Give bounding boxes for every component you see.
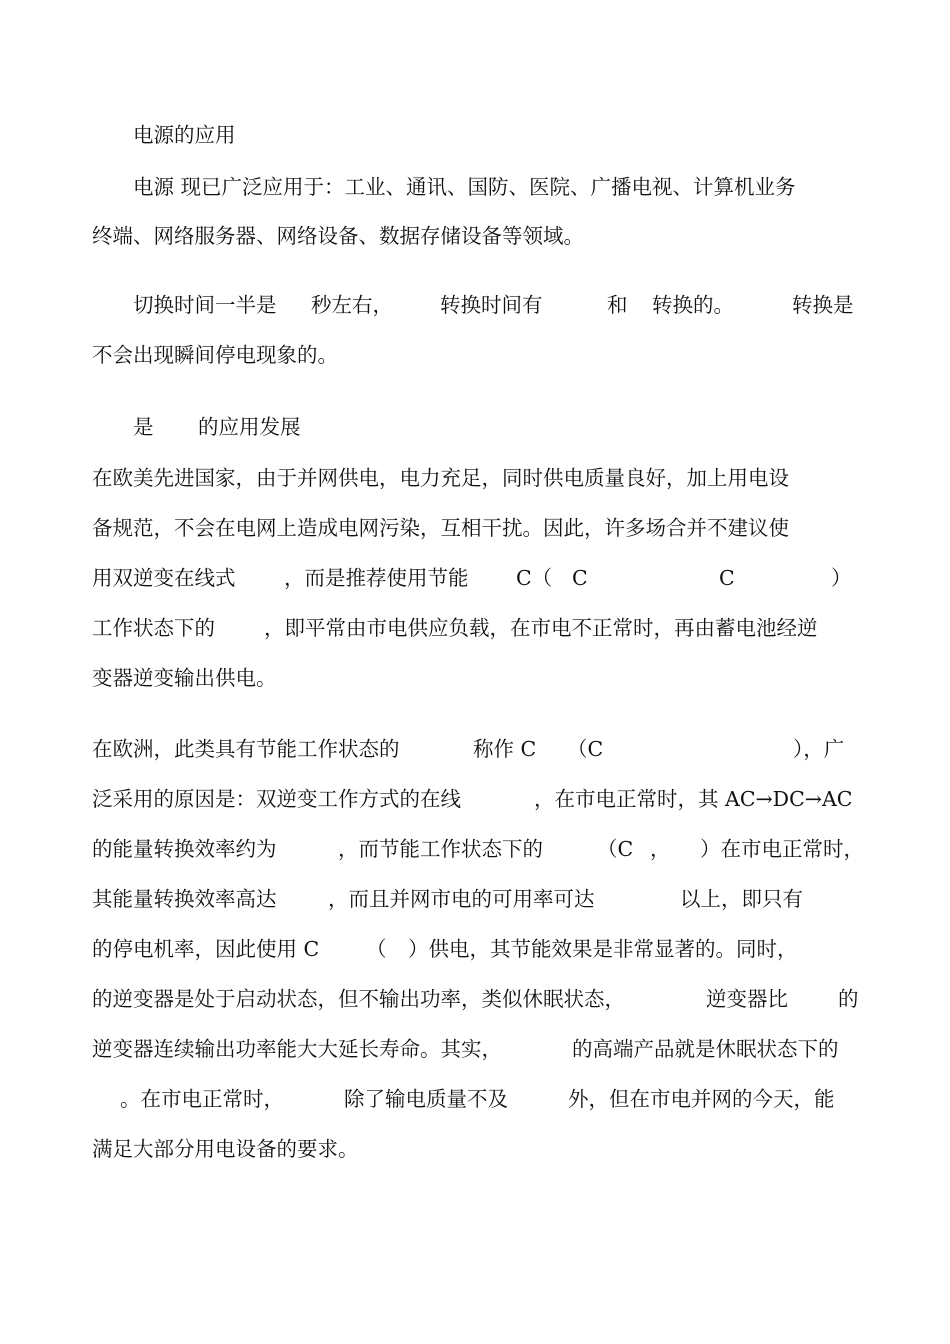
paragraph-line — [0, 288, 950, 322]
text-segment: 逆变器比 — [706, 987, 788, 1011]
text-segment: 转换时间有 — [440, 293, 543, 317]
text-segment: （ — [366, 937, 387, 961]
text-segment: 工作状态下的 — [92, 616, 215, 640]
paragraph-text: 不会出现瞬间停电现象的。 — [92, 343, 338, 367]
text-segment: 除了输电质量不及 — [344, 1087, 508, 1111]
text-segment: 以上，即只有 — [680, 887, 803, 911]
heading-text: 电源的应用 — [133, 123, 236, 147]
text-segment: 的逆变器是处于启动状态，但不输出功率，类似休眠状态， — [92, 987, 625, 1011]
text-segment: 的高端产品就是休眠状态下的 — [572, 1037, 839, 1061]
heading-text: 是 — [133, 415, 154, 439]
paragraph-line — [0, 732, 950, 766]
text-segment: 。在市电正常时， — [120, 1087, 284, 1111]
text-segment: ）供电，其节能效果是非常显著的。同时， — [408, 937, 798, 961]
text-segment: C — [719, 566, 735, 590]
paragraph-line — [0, 982, 950, 1016]
text-segment: 在欧洲，此类具有节能工作状态的 — [92, 737, 400, 761]
paragraph-line — [0, 461, 950, 495]
paragraph-text: 在欧美先进国家，由于并网供电，电力充足，同时供电质量良好，加上用电设 — [92, 466, 789, 490]
paragraph-line — [0, 1032, 950, 1066]
paragraph-line — [0, 832, 950, 866]
text-segment: 转换的。 — [652, 293, 734, 317]
text-segment: 秒左右， — [311, 293, 393, 317]
text-segment: （C — [597, 837, 634, 861]
paragraph-text: 终端、网络服务器、网络设备、数据存储设备等领域。 — [92, 224, 584, 248]
text-segment: 泛采用的原因是：双逆变工作方式的在线 — [92, 787, 461, 811]
paragraph-text: 备规范，不会在电网上造成电网污染，互相干扰。因此，许多场合并不建议使 — [92, 516, 789, 540]
paragraph-line — [0, 611, 950, 645]
text-segment: （C — [567, 737, 604, 761]
paragraph-text: 满足大部分用电设备的要求。 — [92, 1137, 359, 1161]
text-segment: 用双逆变在线式 — [92, 566, 236, 590]
heading-power-applications — [0, 118, 950, 152]
text-segment: C — [572, 566, 588, 590]
text-segment: 和 — [607, 293, 628, 317]
heading-text: 的应用发展 — [198, 415, 301, 439]
text-segment: ，即平常由市电供应负载，在市电不正常时，再由蓄电池经逆 — [264, 616, 818, 640]
text-segment: ，而且并网市电的可用率可达 — [328, 887, 595, 911]
paragraph-line — [0, 782, 950, 816]
text-segment: 外，但在市电并网的今天，能 — [568, 1087, 835, 1111]
text-segment: 称作 C — [473, 737, 537, 761]
paragraph-line — [0, 511, 950, 545]
text-segment: ，而是推荐使用节能 — [284, 566, 469, 590]
text-segment: 切换时间一半是 — [133, 293, 277, 317]
paragraph-line — [0, 1082, 950, 1116]
text-segment: ，在市电正常时，其 AC→DC→AC — [534, 787, 853, 811]
paragraph-line — [0, 882, 950, 916]
text-segment: ）在市电正常时， — [700, 837, 864, 861]
text-segment: ），广 — [793, 737, 845, 761]
text-segment: ） — [831, 566, 852, 590]
text-segment: 的停电机率，因此使用 C — [92, 937, 320, 961]
paragraph-text: 变器逆变输出供电。 — [92, 666, 277, 690]
text-segment: 逆变器连续输出功率能大大延长寿命。其实， — [92, 1037, 502, 1061]
paragraph-line — [0, 561, 950, 595]
paragraph-line — [0, 932, 950, 966]
text-segment: 转换是 — [792, 293, 854, 317]
paragraph-line — [0, 1132, 950, 1166]
paragraph-text: 电源 现已广泛应用于：工业、通讯、国防、医院、广播电视、计算机业务 — [133, 175, 796, 199]
heading-development — [0, 410, 950, 444]
text-segment: ， — [650, 837, 671, 861]
text-segment: C（ — [516, 566, 553, 590]
text-segment: 的能量转换效率约为 — [92, 837, 277, 861]
paragraph-line — [0, 338, 950, 372]
paragraph-line — [0, 170, 950, 204]
text-segment: ，而节能工作状态下的 — [338, 837, 543, 861]
text-segment: 的 — [838, 987, 859, 1011]
text-segment: 其能量转换效率高达 — [92, 887, 277, 911]
paragraph-line — [0, 661, 950, 695]
paragraph-line — [0, 219, 950, 253]
